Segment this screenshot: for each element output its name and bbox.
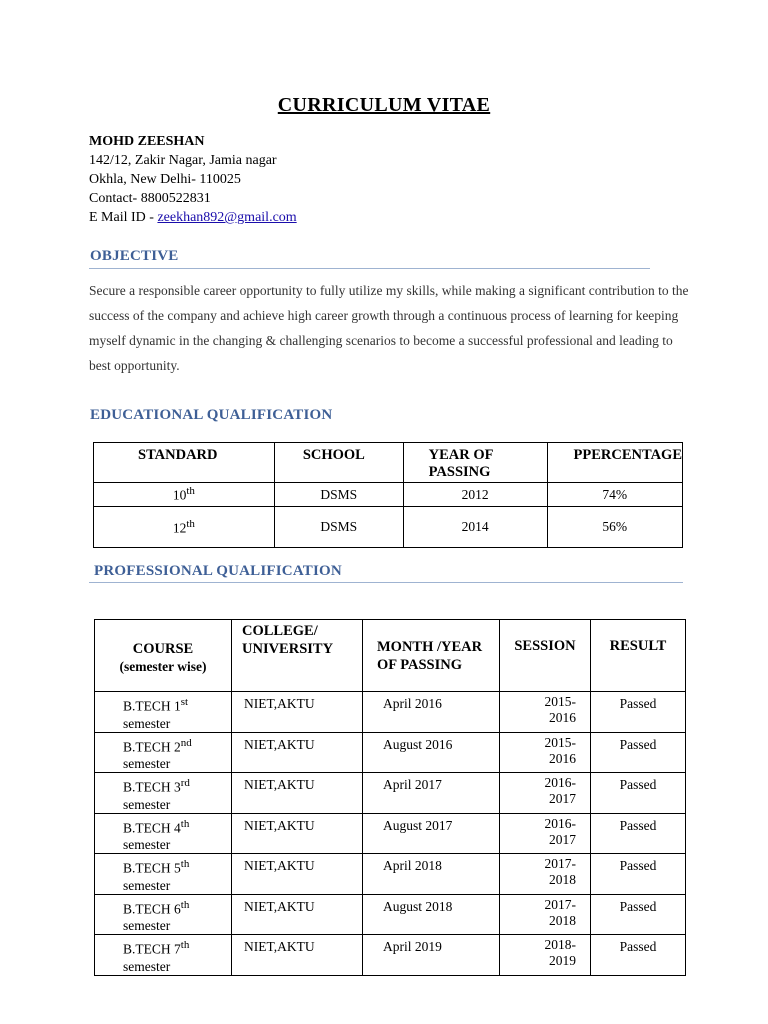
cell-session (500, 813, 591, 854)
education-header-row (94, 443, 683, 483)
table-row (95, 773, 686, 814)
session-text: 2017-2018 (544, 856, 576, 887)
header-session: SESSION (500, 620, 591, 692)
objective-heading: OBJECTIVE (90, 248, 179, 264)
cell-month: August 2016 (363, 732, 500, 773)
table-row (95, 935, 686, 976)
table-row (95, 732, 686, 773)
cell-session (500, 732, 591, 773)
cell-month: April 2018 (363, 854, 500, 895)
candidate-name: MOHD ZEESHAN (89, 134, 205, 149)
professional-header-row (95, 620, 686, 692)
cell-result: Passed (591, 773, 686, 814)
cell-session (500, 773, 591, 814)
objective-divider (89, 268, 650, 269)
cell-result: Passed (591, 854, 686, 895)
table-row (95, 813, 686, 854)
education-heading: EDUCATIONAL QUALIFICATION (90, 407, 333, 423)
cell-result: Passed (591, 894, 686, 935)
cell-college: NIET,AKTU (232, 773, 363, 814)
cell-month: August 2017 (363, 813, 500, 854)
cell-month: April 2017 (363, 773, 500, 814)
phone-number: Contact- 8800522831 (89, 191, 211, 206)
cell-result: Passed (591, 813, 686, 854)
header-month: MONTH /YEAR OF PASSING (363, 620, 500, 692)
session-text: 2016-2017 (544, 775, 576, 806)
cell-school: DSMS (274, 507, 403, 548)
cell-percentage: 74% (547, 483, 683, 507)
email-row (89, 208, 297, 227)
cell-college: NIET,AKTU (232, 813, 363, 854)
table-row (95, 894, 686, 935)
header-result: RESULT (591, 620, 686, 692)
cell-course: B.TECH 6th semester (95, 894, 232, 935)
cell-percentage: 56% (547, 507, 683, 548)
cell-standard: 10th (94, 483, 275, 507)
cell-course: B.TECH 1st semester (95, 692, 232, 733)
cell-college: NIET,AKTU (232, 854, 363, 895)
session-text: 2015-2016 (544, 694, 576, 725)
cell-school: DSMS (274, 483, 403, 507)
professional-table (94, 619, 686, 976)
cell-college: NIET,AKTU (232, 894, 363, 935)
cell-college: NIET,AKTU (232, 935, 363, 976)
contact-block (89, 132, 297, 227)
cell-course: B.TECH 7th semester (95, 935, 232, 976)
email-label: E Mail ID - (89, 210, 158, 225)
header-percentage: PPERCENTAGE (547, 443, 683, 483)
cell-result: Passed (591, 732, 686, 773)
cell-month: August 2018 (363, 894, 500, 935)
cell-course: B.TECH 4th semester (95, 813, 232, 854)
cell-month: April 2016 (363, 692, 500, 733)
session-text: 2017-2018 (544, 896, 576, 928)
address-line-2: Okhla, New Delhi- 110025 (89, 172, 241, 187)
table-row (95, 692, 686, 733)
cell-session (500, 692, 591, 733)
professional-divider (89, 582, 683, 583)
cell-college: NIET,AKTU (232, 692, 363, 733)
education-table (93, 442, 683, 548)
session-text: 2018-2019 (544, 937, 576, 968)
cell-session (500, 894, 591, 935)
email-link[interactable]: zeekhan892@gmail.com (157, 210, 297, 225)
table-row (95, 854, 686, 895)
cell-result: Passed (591, 692, 686, 733)
cell-standard: 12th (94, 507, 275, 548)
table-row (94, 507, 683, 548)
cell-college: NIET,AKTU (232, 732, 363, 773)
table-row (94, 483, 683, 507)
header-standard: STANDARD (94, 443, 275, 483)
header-year: YEAR OF PASSING (403, 443, 547, 483)
session-text: 2015-2016 (544, 734, 576, 766)
cell-month: April 2019 (363, 935, 500, 976)
cell-course: B.TECH 3rd semester (95, 773, 232, 814)
cell-year: 2012 (403, 483, 547, 507)
cell-course: B.TECH 5th semester (95, 854, 232, 895)
professional-heading: PROFESSIONAL QUALIFICATION (94, 563, 342, 579)
cell-session (500, 935, 591, 976)
document-title: CURRICULUM VITAE (277, 94, 491, 116)
cell-session (500, 854, 591, 895)
header-college: COLLEGE/ UNIVERSITY (232, 620, 363, 692)
objective-text: Secure a responsible career opportunity to fully utilize my skills, while making a significant contribution to the success of the company and achieve high career growth through a continuous process of learning for keeping myself dynamic in the changing & challenging scenarios to become a successful professional and leading to best opportunity. (89, 283, 689, 373)
cell-result: Passed (591, 935, 686, 976)
session-text: 2016-2017 (544, 815, 576, 847)
header-school: SCHOOL (274, 443, 403, 483)
header-course: COURSE (semester wise) (95, 620, 232, 692)
address-line-1: 142/12, Zakir Nagar, Jamia nagar (89, 153, 277, 168)
cell-course: B.TECH 2nd semester (95, 732, 232, 773)
cell-year: 2014 (403, 507, 547, 548)
